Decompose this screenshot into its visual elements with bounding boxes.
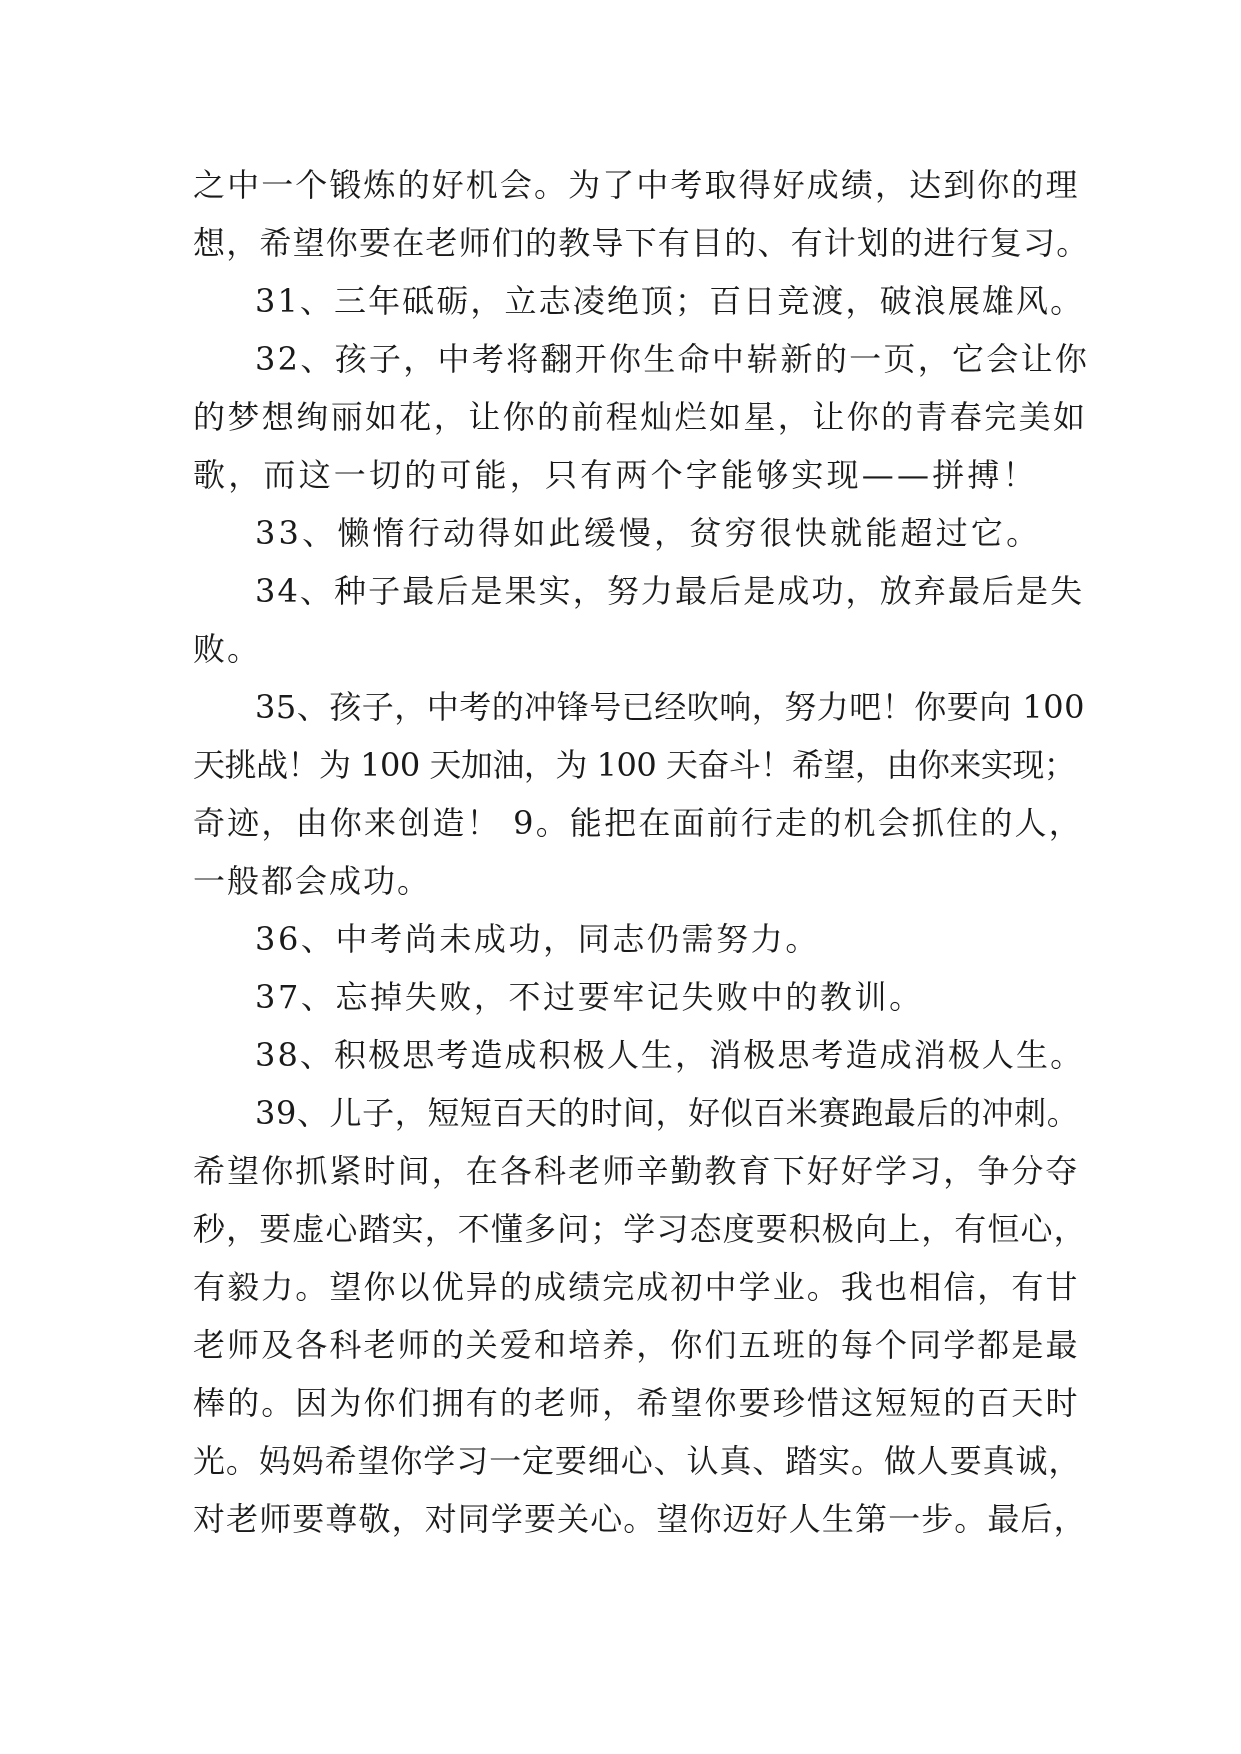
text-line: 奇迹，由你来创造！ 9。能把在面前行走的机会抓住的人， [193, 804, 1083, 842]
text-line: 31、三年砥砺，立志凌绝顶；百日竞渡，破浪展雄风。 [255, 282, 1085, 320]
text-line: 38、积极思考造成积极人生，消极思考造成消极人生。 [255, 1036, 1085, 1074]
text-line: 一般都会成功。 [193, 862, 432, 900]
text-line: 35、孩子，中考的冲锋号已经吹响，努力吧！你要向 100 [255, 688, 1085, 726]
text-line: 33、懒惰行动得如此缓慢，贫穷很快就能超过它。 [255, 514, 1042, 552]
text-line: 对老师要尊敬，对同学要关心。望你迈好人生第一步。最后， [193, 1500, 1087, 1538]
text-line: 天挑战！为 100 天加油，为 100 天奋斗！希望，由你来实现； [193, 746, 1076, 784]
text-line: 之中一个锻炼的好机会。为了中考取得好成绩，达到你的理 [193, 166, 1080, 204]
text-line: 36、中考尚未成功，同志仍需努力。 [255, 920, 820, 958]
text-line: 39、儿子，短短百天的时间，好似百米赛跑最后的冲刺。 [255, 1094, 1080, 1132]
text-line: 有毅力。望你以优异的成绩完成初中学业。我也相信，有甘 [193, 1268, 1080, 1306]
text-line: 秒，要虚心踏实，不懂多问；学习态度要积极向上，有恒心， [193, 1210, 1087, 1248]
text-line: 想，希望你要在老师们的教导下有目的、有计划的进行复习。 [193, 224, 1090, 262]
text-line: 歌，而这一切的可能，只有两个字能够实现——拼搏！ [193, 456, 1038, 494]
text-line: 34、种子最后是果实，努力最后是成功，放弃最后是失 [255, 572, 1085, 610]
text-line: 32、孩子，中考将翻开你生命中崭新的一页，它会让你 [255, 340, 1090, 378]
text-line: 败。 [193, 630, 262, 668]
text-line: 老师及各科老师的关爱和培养，你们五班的每个同学都是最 [193, 1326, 1080, 1364]
text-line: 的梦想绚丽如花，让你的前程灿烂如星，让你的青春完美如 [193, 398, 1088, 436]
text-line: 希望你抓紧时间，在各科老师辛勤教育下好好学习，争分夺 [193, 1152, 1080, 1190]
text-line: 37、忘掉失败，不过要牢记失败中的教训。 [255, 978, 924, 1016]
text-line: 光。妈妈希望你学习一定要细心、认真、踏实。做人要真诚， [193, 1442, 1082, 1480]
text-line: 棒的。因为你们拥有的老师，希望你要珍惜这短短的百天时 [193, 1384, 1080, 1422]
